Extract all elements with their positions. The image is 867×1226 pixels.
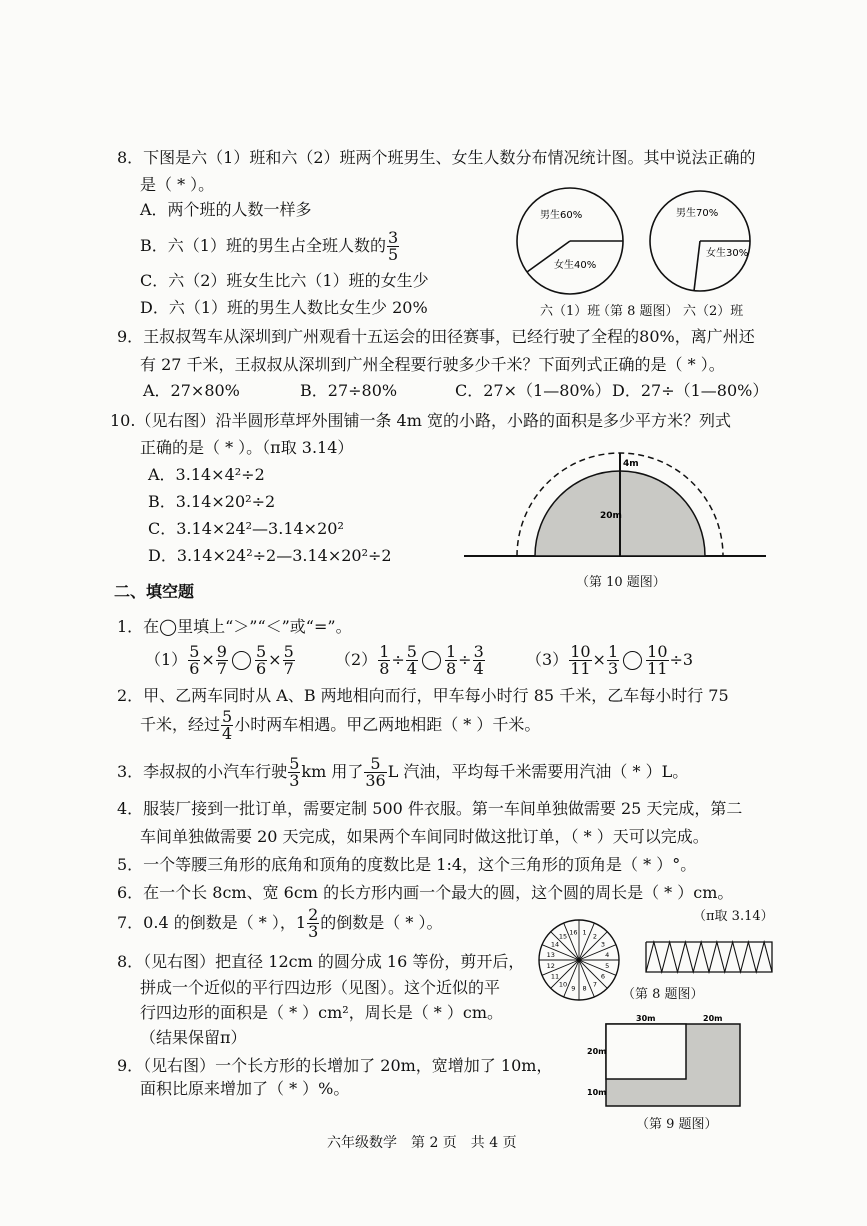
text: km 用了 bbox=[301, 762, 364, 781]
f8-figure-caption: （第 8 题图） bbox=[622, 987, 704, 1002]
fraction-numerator: 5 bbox=[189, 642, 200, 661]
sector-number: 9 bbox=[571, 984, 576, 993]
q10-option-a: A．3.14×4²÷2 bbox=[148, 465, 265, 484]
fraction-numerator: 9 bbox=[216, 642, 227, 661]
sector-number: 16 bbox=[569, 928, 578, 937]
q8-stem-line1: 8．下图是六（1）班和六（2）班两个班男生、女生人数分布情况统计图。其中说法正确的 bbox=[117, 148, 756, 167]
q8-option-a: A．两个班的人数一样多 bbox=[140, 200, 312, 219]
original-rectangle bbox=[606, 1024, 686, 1079]
f1-stem: 1．在◯里填上“＞”“＜”或“=”。 bbox=[117, 617, 352, 636]
page-footer: 六年级数学 第 2 页 共 4 页 bbox=[327, 1135, 517, 1151]
fraction-numerator: 5 bbox=[222, 707, 233, 726]
sector-number: 15 bbox=[558, 932, 568, 941]
label-20m-side: 20m bbox=[587, 1047, 607, 1056]
zigzag-line bbox=[646, 942, 772, 972]
fraction-denominator: 3 bbox=[308, 922, 319, 941]
pie-chart-class-1 bbox=[517, 188, 623, 294]
operator: ÷3 bbox=[669, 650, 694, 669]
f8-stem-line4: （结果保留π） bbox=[140, 1028, 247, 1047]
q8-caption-class-1: 六（1）班 bbox=[540, 304, 601, 319]
q10-stem-line2: 正确的是（ * ）。（π取 3.14） bbox=[140, 438, 354, 457]
fraction-numerator: 1 bbox=[379, 642, 390, 661]
sector-number: 12 bbox=[546, 962, 555, 971]
pie-chart-class-2 bbox=[650, 191, 750, 291]
f2-stem-line2 bbox=[140, 705, 540, 745]
sector-number: 10 bbox=[558, 980, 568, 989]
operator: ÷ bbox=[391, 650, 405, 669]
text: 的倒数是（ * ）。 bbox=[320, 913, 443, 932]
f9-stem-line2: 面积比原来增加了（ * ）%。 bbox=[140, 1079, 350, 1098]
text: 3．李叔叔的小汽车行驶 bbox=[117, 762, 288, 781]
sector-number: 1 bbox=[582, 928, 587, 937]
fraction-denominator: 3 bbox=[289, 771, 300, 790]
f5-stem: 5．一个等腰三角形的底角和顶角的度数比是 1:4，这个三角形的顶角是（ * ）°。 bbox=[117, 855, 697, 874]
fraction-numerator: 1 bbox=[607, 642, 619, 661]
q10-option-d: D．3.14×24²÷2—3.14×20²÷2 bbox=[148, 546, 392, 565]
fraction-numerator: 5 bbox=[289, 754, 300, 773]
pie2-boy-label: 男生70% bbox=[676, 208, 719, 219]
fraction-denominator: 7 bbox=[216, 659, 227, 678]
operator: × bbox=[268, 650, 282, 669]
fraction-denominator: 11 bbox=[647, 659, 668, 678]
text: 7．0.4 的倒数是（ * ），1 bbox=[117, 913, 307, 932]
sector-circle bbox=[539, 920, 619, 1000]
section-title-fill-in: 二、填空题 bbox=[114, 582, 195, 601]
sector-number: 14 bbox=[550, 940, 560, 949]
fraction-numerator: 5 bbox=[255, 642, 267, 661]
fraction-denominator: 36 bbox=[365, 771, 386, 790]
fraction-denominator: 6 bbox=[255, 659, 267, 678]
operator: ÷ bbox=[458, 650, 472, 669]
q10-option-b: B．3.14×20²÷2 bbox=[148, 492, 276, 511]
compare-circle[interactable] bbox=[232, 651, 251, 670]
sector-number: 13 bbox=[546, 950, 555, 959]
sector-number: 11 bbox=[550, 972, 560, 981]
fraction-numerator: 5 bbox=[364, 756, 386, 773]
sector-number: 5 bbox=[605, 962, 610, 971]
pie1-girl-label: 女生40% bbox=[554, 260, 597, 271]
label-20m-top: 20m bbox=[703, 1014, 723, 1023]
fraction-denominator: 6 bbox=[189, 659, 200, 678]
fraction-denominator: 8 bbox=[379, 659, 390, 678]
f9-stem-line1: 9．（见右图）一个长方形的长增加了 20m，宽增加了 10m， bbox=[117, 1056, 553, 1075]
fraction-denominator: 3 bbox=[607, 659, 619, 678]
q8-option-b-fraction bbox=[387, 230, 399, 263]
fraction-denominator: 7 bbox=[283, 659, 294, 678]
q10-figure-caption: （第 10 题图） bbox=[576, 575, 666, 590]
parallelogram-frame bbox=[646, 942, 772, 972]
f8-stem-line2: 拼成一个近似的平行四边形（见图）。这个近似的平 bbox=[140, 978, 501, 997]
fraction-numerator: 3 bbox=[387, 228, 399, 247]
fraction-denominator: 4 bbox=[473, 659, 484, 678]
text: 千米，经过 bbox=[140, 715, 221, 734]
q8-figure-caption: （第 8 题图） bbox=[597, 304, 679, 319]
sector-number: 8 bbox=[582, 984, 587, 993]
f4-stem-line2: 车间单独做需要 20 天完成，如果两个车间同时做这批订单，（ * ）天可以完成。 bbox=[140, 827, 709, 846]
f6-pi-note: （π取 3.14） bbox=[693, 909, 774, 924]
part-label: （1） bbox=[145, 650, 188, 669]
fraction-numerator: 5 bbox=[283, 642, 294, 661]
label-30m: 30m bbox=[636, 1014, 656, 1023]
q8-caption-class-2: 六（2）班 bbox=[683, 304, 744, 319]
f1-expression-2 bbox=[335, 640, 486, 680]
fraction-numerator: 2 bbox=[308, 905, 319, 924]
q9-option-c: C．27×（1—80%） bbox=[455, 381, 611, 400]
part-label: （3） bbox=[526, 650, 569, 669]
label-20m: 20m bbox=[600, 511, 622, 521]
q8-option-c: C．六（2）班女生比六（1）班的女生少 bbox=[140, 271, 429, 290]
fraction-denominator: 5 bbox=[387, 245, 399, 264]
q8-option-b-text: B．六（1）班的男生占全班人数的 bbox=[140, 236, 386, 255]
q8-option-d: D．六（1）班的男生人数比女生少 20% bbox=[140, 298, 428, 317]
f2-stem-line1: 2．甲、乙两车同时从 A、B 两地相向而行，甲车每小时行 85 千米，乙车每小时行 75 bbox=[117, 686, 729, 705]
f8-stem-line3: 行四边形的面积是（ * ）cm²，周长是（ * ）cm。 bbox=[140, 1003, 504, 1022]
q9-option-d: D．27÷（1—80%） bbox=[612, 381, 769, 400]
q8-stem-line2: 是（ * ）。 bbox=[140, 175, 215, 194]
fraction-numerator: 10 bbox=[647, 642, 668, 661]
fraction-numerator: 10 bbox=[570, 642, 591, 661]
part-label: （2） bbox=[335, 650, 378, 669]
sector-number: 7 bbox=[592, 980, 598, 989]
f3-stem bbox=[117, 752, 688, 792]
f7-stem bbox=[117, 903, 442, 943]
fraction-denominator: 8 bbox=[445, 659, 457, 678]
f6-stem: 6．在一个长 8cm、宽 6cm 的长方形内画一个最大的圆，这个圆的周长是（ * ）cm。 bbox=[117, 883, 734, 902]
label-4m: 4m bbox=[623, 459, 639, 469]
operator: × bbox=[201, 650, 215, 669]
f4-stem-line1: 4．服装厂接到一批订单，需要定制 500 件衣服。第一车间单独做需要 25 天完成，第二 bbox=[117, 799, 743, 818]
sector-number: 4 bbox=[605, 950, 610, 959]
compare-circle[interactable] bbox=[422, 651, 441, 670]
label-10m: 10m bbox=[587, 1088, 607, 1097]
f1-expression-1 bbox=[145, 640, 296, 680]
q10-stem-line1: 10.（见右图）沿半圆形草坪外围铺一条 4m 宽的小路，小路的面积是多少平方米？列式 bbox=[110, 411, 731, 430]
q8-option-b bbox=[140, 228, 400, 264]
q10-semicircle-figure bbox=[460, 448, 770, 564]
fraction-numerator: 3 bbox=[473, 642, 484, 661]
q10-option-c: C．3.14×24²—3.14×20² bbox=[148, 519, 344, 538]
q8-pie-figure bbox=[510, 186, 760, 314]
f1-expression-3 bbox=[526, 640, 693, 680]
fraction-numerator: 5 bbox=[406, 642, 417, 661]
sector-number: 2 bbox=[592, 932, 598, 941]
q9-option-b: B．27÷80% bbox=[300, 381, 398, 400]
text: L 汽油，平均每千米需要用汽油（ * ）L。 bbox=[387, 762, 689, 781]
pie2-girl-label: 女生30% bbox=[706, 248, 749, 259]
compare-circle[interactable] bbox=[623, 651, 642, 670]
fraction-denominator: 11 bbox=[570, 659, 591, 678]
q9-option-a: A．27×80% bbox=[143, 381, 240, 400]
fraction-denominator: 4 bbox=[222, 724, 233, 743]
sector-number: 3 bbox=[600, 940, 606, 949]
fraction-numerator: 1 bbox=[445, 642, 457, 661]
f8-stem-line1: 8．（见右图）把直径 12cm 的圆分成 16 等份，剪开后， bbox=[117, 952, 525, 971]
pie1-boy-label: 男生60% bbox=[540, 210, 583, 221]
sector-number: 6 bbox=[600, 972, 606, 981]
f9-figure-caption: （第 9 题图） bbox=[636, 1117, 718, 1132]
q9-stem-line2: 有 27 千米，王叔叔从深圳到广州全程要行驶多少千米？下面列式正确的是（ * ）。 bbox=[140, 355, 725, 374]
f9-rectangle-figure bbox=[584, 1012, 744, 1107]
parallelogram-zigzag bbox=[646, 942, 772, 972]
fraction-denominator: 4 bbox=[406, 659, 417, 678]
text: 小时两车相遇。甲乙两地相距（ * ）千米。 bbox=[234, 715, 541, 734]
operator: × bbox=[592, 650, 606, 669]
q9-stem-line1: 9．王叔叔驾车从深圳到广州观看十五运会的田径赛事，已经行驶了全程的80%，离广州还 bbox=[117, 327, 755, 346]
